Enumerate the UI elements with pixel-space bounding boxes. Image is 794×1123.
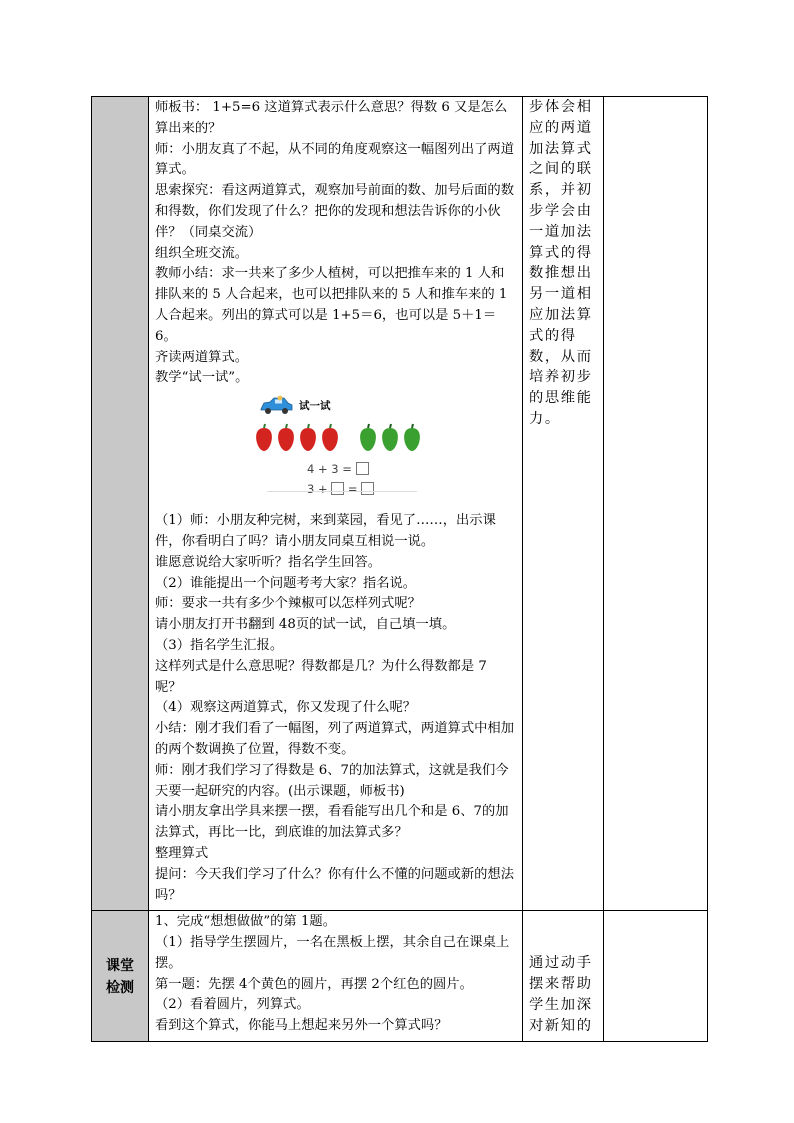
- answer-box: [331, 482, 344, 495]
- design-intent-cell: [523, 911, 604, 1042]
- text-line: （1）指导学生摆圆片，一名在黑板上摆，其余自己在课桌上摆。: [155, 935, 510, 971]
- text-line: 组织全班交流。: [155, 245, 249, 261]
- green-pepper-icon: [382, 424, 398, 451]
- text-line: 提问：今天我们学习了什么？你有什么不懂的问题或新的想法吗？: [155, 866, 515, 903]
- try-it-figure: [155, 389, 517, 511]
- text-line: 请小朋友拿出学具来摆一摆，看看能写出几个和是 6、7的加法算式，再比一比，到底谁的加法算式多？: [155, 804, 509, 841]
- row-label-cell: [92, 911, 149, 1042]
- text-line: 思索探究：看这两道算式，观察加号前面的数、加号后面的数和得数，你们发现了什么？把你的发现和想法告诉你的小伙伴？（同桌交流）: [155, 183, 515, 240]
- green-pepper-icon: [404, 424, 420, 451]
- text-line: 师：刚才我们学习了得数是 6、7的加法算式，这就是我们今天要一起研究的内容。(出示课题，师板书): [155, 762, 509, 799]
- text-line: 看到这个算式，你能马上想起来另外一个算式吗？: [155, 1018, 448, 1034]
- row-label-cell: [92, 97, 149, 911]
- text-line: （4）观察这两道算式，你又发现了什么呢？: [155, 700, 417, 716]
- try-it-title: 试一试: [299, 400, 331, 413]
- design-intent-text: 步体会相应的两道加法算式之间的联系，并初步学会由一道加法算式的得数推想出另一道相应加法算式的得数，从而培养初步的思维能力。: [529, 99, 593, 427]
- text-line: 师板书： 1+5=6 这道算式表示什么意思？得数 6 又是怎么算出来的？: [155, 100, 508, 136]
- equation-2: 3 + =: [307, 479, 374, 500]
- revision-cell: [604, 97, 708, 911]
- answer-box: [356, 462, 369, 475]
- text-line: （2）谁能提出一个问题考考大家？指名说。: [155, 575, 417, 591]
- process-cell: [149, 97, 523, 911]
- revision-cell: [604, 911, 708, 1042]
- text-line: 整理算式: [155, 845, 209, 861]
- process-text: [149, 911, 522, 1041]
- design-intent-cell: [523, 97, 604, 911]
- red-pepper-icon: [278, 424, 294, 451]
- table-row: [92, 97, 708, 911]
- design-intent-text: 通过动手摆来帮助学生加深对新知的: [529, 955, 593, 1034]
- peppers-image: [253, 423, 423, 453]
- red-pepper-icon: [322, 424, 338, 451]
- answer-box: [361, 482, 374, 495]
- process-text: [149, 97, 522, 910]
- text-line: 齐读两道算式。: [155, 349, 249, 365]
- text-line: 教学“试一试”。: [155, 370, 249, 386]
- red-pepper-icon: [256, 424, 272, 451]
- process-cell: [149, 911, 523, 1042]
- text-line: 请小朋友打开书翻到 48页的试一试，自己填一填。: [155, 617, 456, 633]
- text-line: （1）师：小朋友种完树，来到菜园，看见了……，出示课件，你看明白了吗？请小朋友同桌互相说一说。: [155, 513, 496, 549]
- text-line: （2）看着圆片，列算式。: [155, 997, 310, 1013]
- text-line: 师：小朋友真了不起，从不同的角度观察这一幅图列出了两道算式。: [155, 141, 515, 178]
- equation-1: 4 + 3 =: [307, 459, 369, 480]
- text-line: 小结：刚才我们看了一幅图，列了两道算式，两道算式中相加的两个数调换了位置，得数不变。: [155, 721, 515, 757]
- car-icon: [258, 395, 294, 415]
- text-line: 谁愿意说给大家听听？指名学生回答。: [155, 554, 382, 570]
- text-line: 1、完成“想想做做”的第 1题。: [155, 914, 337, 930]
- section-label: 课堂 检测: [106, 958, 134, 997]
- text-line: 这样列式是什么意思呢？得数都是几？为什么得数都是 7 呢？: [155, 658, 487, 695]
- text-line: （3）指名学生汇报。: [155, 637, 284, 653]
- table-row: [92, 911, 708, 1042]
- green-pepper-icon: [360, 424, 376, 451]
- text-line: 教师小结：求一共来了多少人植树，可以把推车来的 1 人和排队来的 5 人合起来，也可以把排队来的 5 人和推车来的 1 人合起来。列出的算式可以是 1+5＝6，也可以是 5＋1＝6。: [155, 266, 508, 344]
- red-pepper-icon: [300, 424, 316, 451]
- lesson-plan-table: [91, 96, 708, 1042]
- text-line: 师：要求一共有多少个辣椒可以怎样列式呢？: [155, 596, 421, 612]
- divider-line: [267, 491, 417, 492]
- text-line: 第一题：先摆 4个黄色的圆片，再摆 2个红色的圆片。: [155, 976, 473, 992]
